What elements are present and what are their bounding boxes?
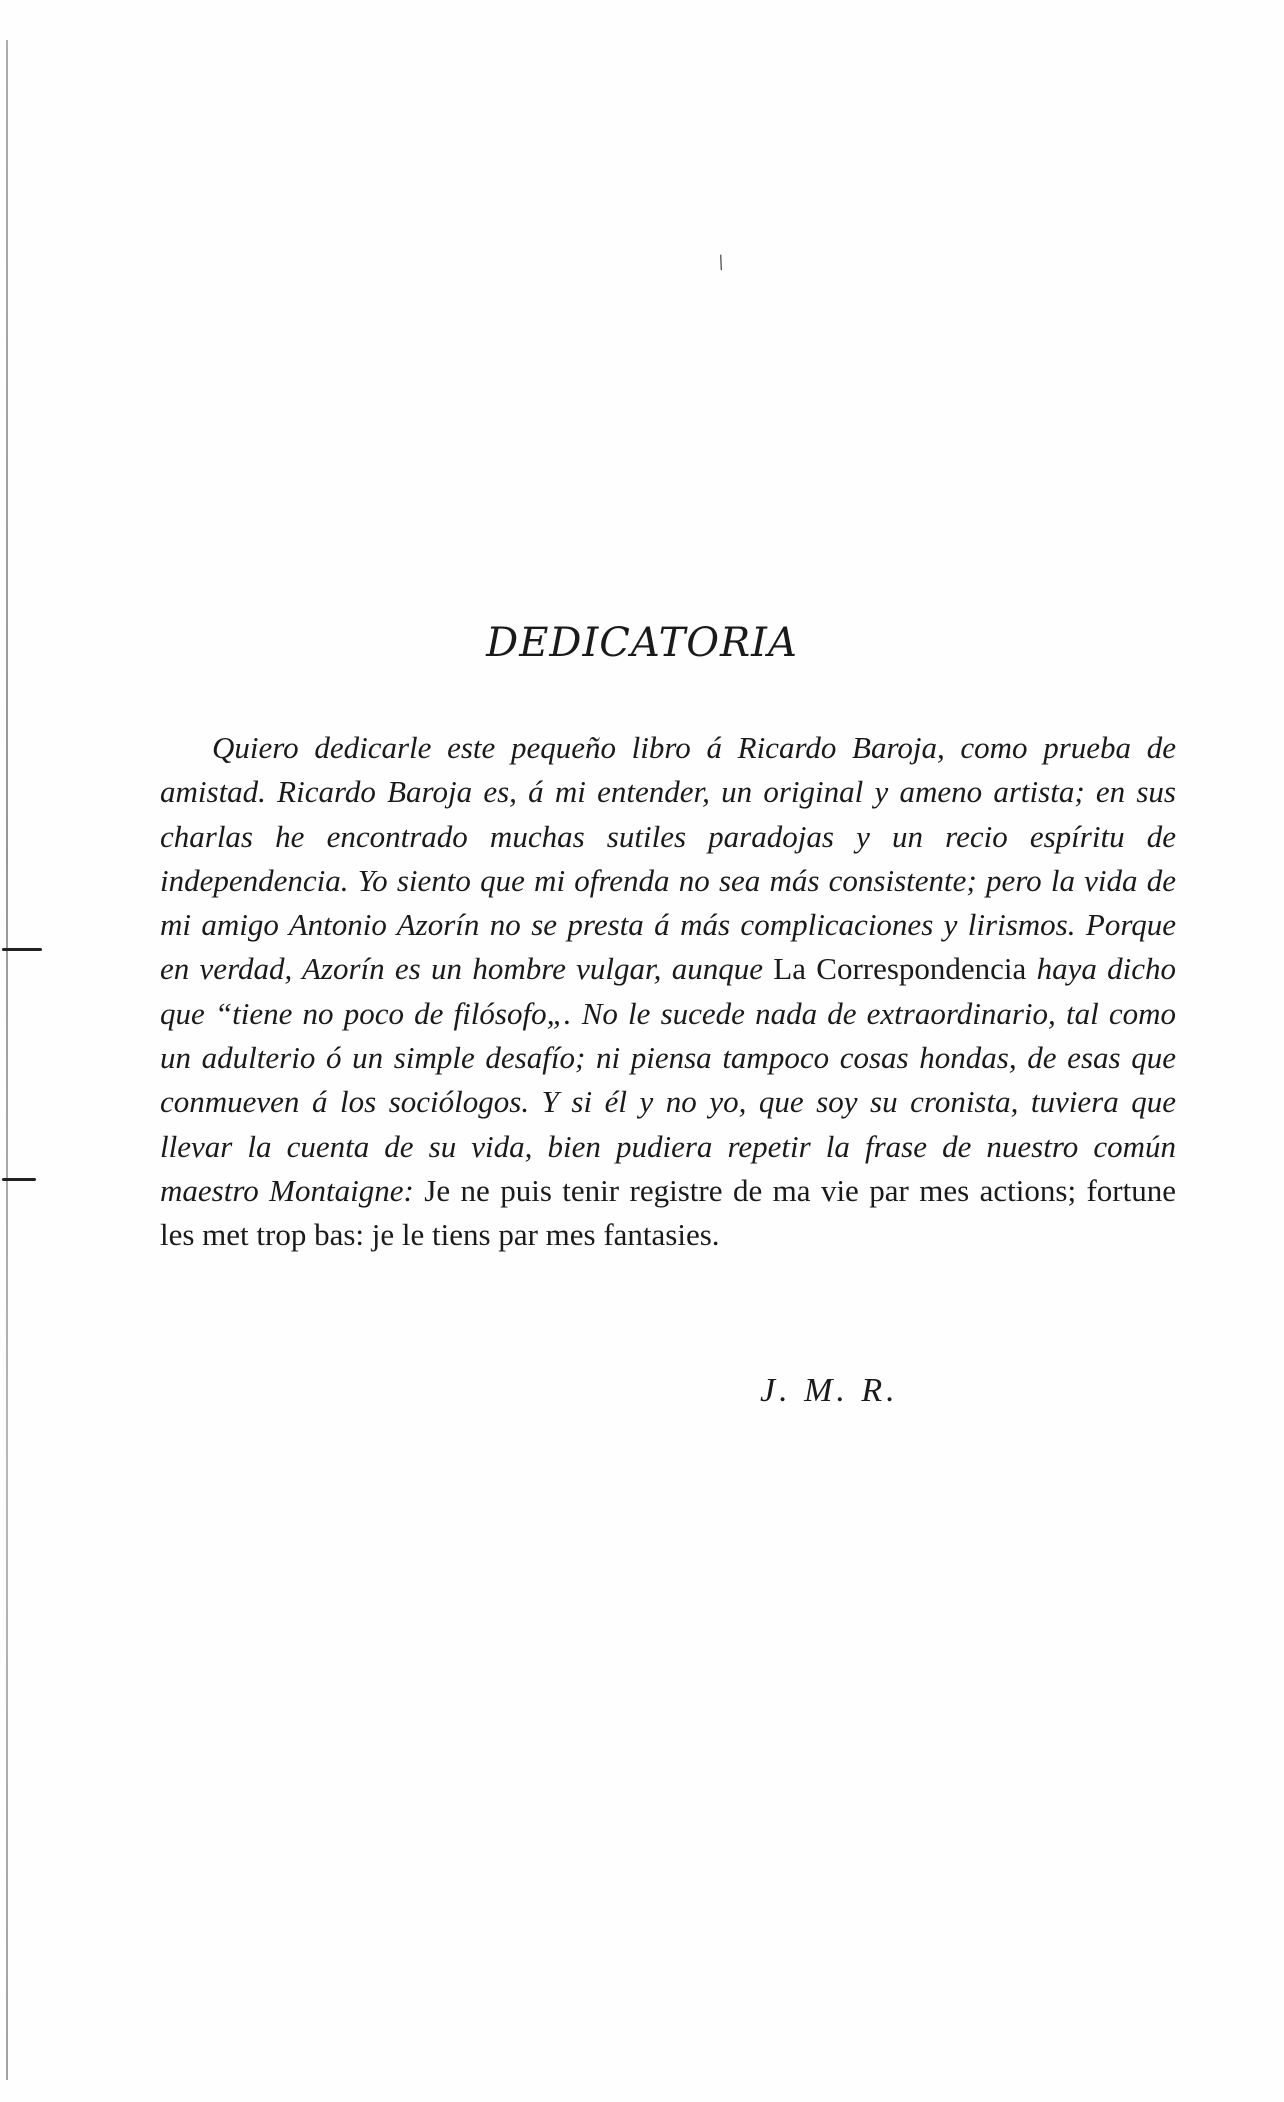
binding-mark — [2, 948, 42, 951]
montaigne-quote: Je ne puis tenir registre de ma vie par mes actions; fortune les met trop bas: je le tiens par mes fantasies. — [160, 1172, 1177, 1253]
paragraph-text-part-1: Quiero dedicarle este pequeño libro á Ricardo Baroja, como prueba de amistad. Ricardo Baroja es, á mi entender, un original y ameno artista; en sus charlas he encontrado muchas sutiles paradojas y un recio espíritu de independencia. Yo siento que mi ofrenda no sea más consistente; pero la vida de mi amigo Antonio Azorín no se presta á más complicaciones y lirismos. Porque en verdad, Azorín es un hombre vulgar, aunque — [160, 730, 1176, 987]
dedication-paragraph — [160, 726, 1176, 1258]
page-title: DEDICATORIA — [486, 620, 798, 666]
newspaper-name: La Correspondencia — [773, 951, 1027, 987]
paragraph-text-part-2: haya dicho que “tiene no poco de filósofo„. No le sucede nada de extraordinario, tal como un adulterio ó un simple desafío; ni piensa tampoco cosas hondas, de esas que conmueven á los sociólogos. Y si él y no yo, que soy su cronista, tuviera que llevar la cuenta de su vida, bien pudiera repetir la frase de nuestro común maestro Montaigne: — [160, 951, 1177, 1208]
binding-edge — [6, 40, 8, 2080]
binding-mark — [2, 1178, 36, 1181]
stray-ink-mark: / — [714, 251, 728, 274]
author-initials: J. M. R. — [760, 1372, 899, 1409]
